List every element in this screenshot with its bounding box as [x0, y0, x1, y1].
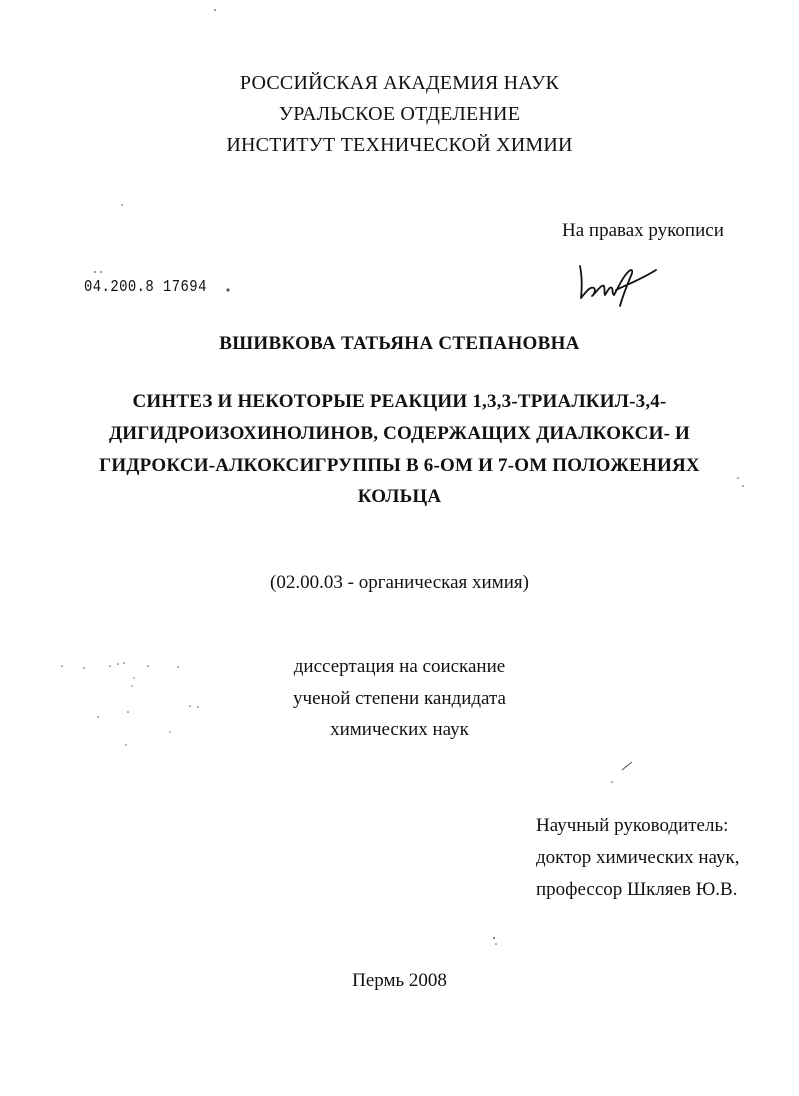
title-line-1: СИНТЕЗ И НЕКОТОРЫЕ РЕАКЦИИ 1,3,3-ТРИАЛКИЛ-3,4- — [132, 391, 667, 412]
degree-line-2: ученой степени кандидата — [293, 688, 506, 709]
supervisor-heading: Научный руководитель: — [536, 815, 729, 836]
specialty-code: (02.00.03 - органическая химия) — [270, 572, 529, 593]
title-line-3: ГИДРОКСИ-АЛКОКСИГРУППЫ В 6-ОМ И 7-ОМ ПОЛОЖЕНИЯХ — [99, 455, 700, 476]
academy-name: РОССИЙСКАЯ АКАДЕМИЯ НАУК — [239, 72, 560, 94]
archive-number: 04.200.8 17694 — [84, 278, 207, 297]
degree-line-3: химических наук — [330, 719, 469, 740]
title-line-4: КОЛЬЦА — [357, 486, 442, 507]
title-line-2: ДИГИДРОИЗОХИНОЛИНОВ, СОДЕРЖАЩИХ ДИАЛКОКСИ- И — [108, 423, 691, 444]
institute-name: ИНСТИТУТ ТЕХНИЧЕСКОЙ ХИМИИ — [226, 134, 573, 156]
place-year: Пермь 2008 — [352, 970, 447, 991]
author-name: ВШИВКОВА ТАТЬЯНА СТЕПАНОВНА — [219, 333, 580, 354]
division-name: УРАЛЬСКОЕ ОТДЕЛЕНИЕ — [278, 103, 521, 125]
supervisor-degree: доктор химических наук, — [536, 847, 740, 868]
degree-line-1: диссертация на соискание — [293, 656, 506, 677]
supervisor-name: профессор Шкляев Ю.В. — [536, 879, 738, 900]
rights-note: На правах рукописи — [562, 220, 724, 241]
